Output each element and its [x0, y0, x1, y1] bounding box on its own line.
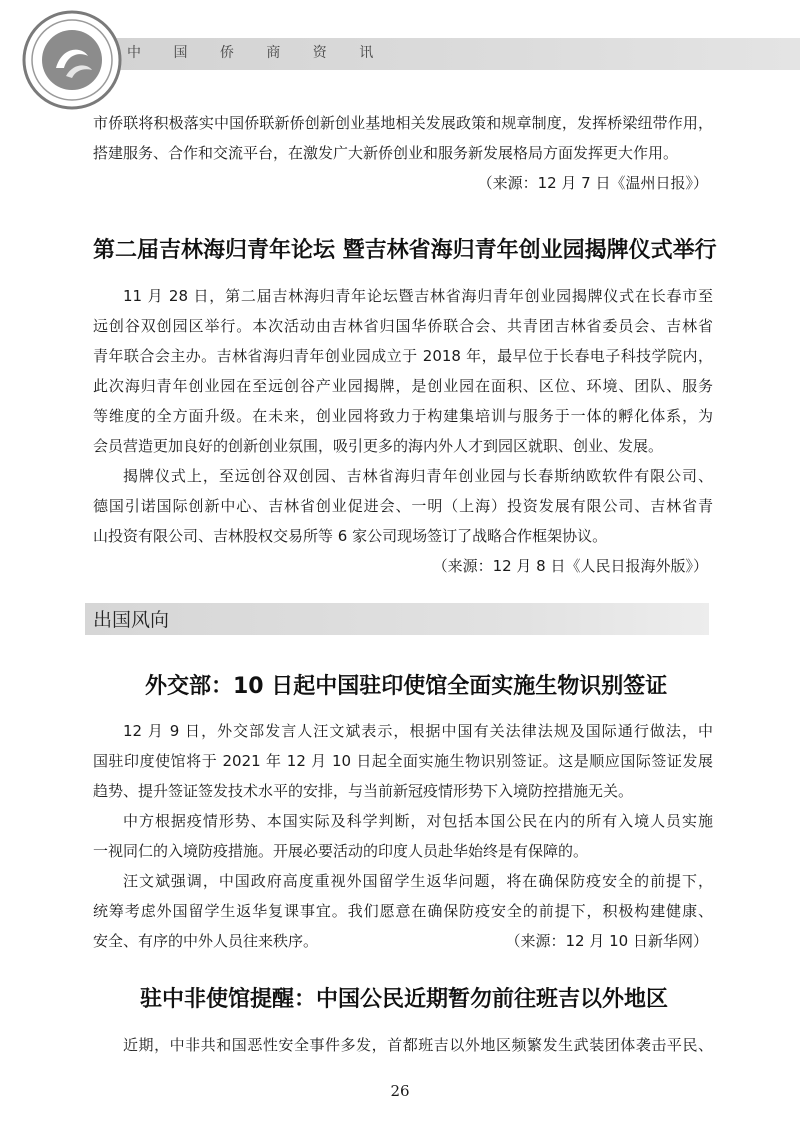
paragraph-line: 一视同仁的入境防疫措施。开展必要活动的印度人员赴华始终是有保障的。	[93, 842, 589, 860]
magazine-logo	[18, 6, 126, 114]
paragraph-line: 山投资有限公司、吉林股权交易所等 6 家公司现场签订了战略合作框架协议。	[93, 527, 608, 545]
header-title: 中 国 侨 商 资 讯	[127, 45, 388, 61]
paragraph-line: 搭建服务、合作和交流平台，在激发广大新侨创业和服务新发展格局方面发挥更大作用。	[93, 144, 679, 162]
paragraph-line: 安全、有序的中外人员往来秩序。	[93, 932, 319, 950]
paragraph-line: 德国引诺国际创新中心、吉林省创业促进会、一明（上海）投资发展有限公司、吉林省青	[93, 497, 713, 515]
paragraph-line: 趋势、提升签证签发技术水平的安排，与当前新冠疫情形势下入境防控措施无关。	[93, 782, 634, 800]
article-title: 驻中非使馆提醒：中国公民近期暂勿前往班吉以外地区	[140, 987, 669, 1012]
paragraph-line: 等维度的全方面升级。在未来，创业园将致力于构建集培训与服务于一体的孵化体系，为	[93, 407, 713, 425]
source-citation: （来源：12 月 10 日新华网）	[505, 932, 708, 950]
paragraph-line: 市侨联将积极落实中国侨联新侨创新创业基地相关发展政策和规章制度，发挥桥梁纽带作用，	[93, 114, 713, 132]
paragraph-line: 青年联合会主办。吉林省海归青年创业园成立于 2018 年，最早位于长春电子科技学院内，	[93, 347, 713, 365]
article-title: 第二届吉林海归青年论坛 暨吉林省海归青年创业园揭牌仪式举行	[93, 238, 717, 263]
paragraph-line: 汪文斌强调，中国政府高度重视外国留学生返华问题，将在确保防疫安全的前提下，	[123, 872, 713, 890]
paragraph-line: 中方根据疫情形势、本国实际及科学判断，对包括本国公民在内的所有入境人员实施	[123, 812, 713, 830]
paragraph-line: 此次海归青年创业园在至远创谷产业园揭牌，是创业园在面积、区位、环境、团队、服务	[93, 377, 713, 395]
page-number: 26	[390, 1082, 410, 1100]
paragraph-line: 统筹考虑外国留学生返华复课事宜。我们愿意在确保防疫安全的前提下，积极构建健康、	[93, 902, 713, 920]
paragraph-line: 国驻印度使馆将于 2021 年 12 月 10 日起全面实施生物识别签证。这是顺应国际签证发展	[93, 752, 713, 770]
source-citation: （来源：12 月 7 日《温州日报》）	[477, 174, 708, 192]
article-title: 外交部：10 日起中国驻印使馆全面实施生物识别签证	[145, 674, 668, 699]
paragraph-line: 会员营造更加良好的创新创业氛围，吸引更多的海内外人才到园区就职、创业、发展。	[93, 437, 664, 455]
section-band	[85, 603, 709, 635]
paragraph-line: 12 月 9 日，外交部发言人汪文斌表示，根据中国有关法律法规及国际通行做法，中	[123, 722, 713, 740]
source-citation: （来源：12 月 8 日《人民日报海外版》）	[432, 557, 708, 575]
section-title: 出国风向	[93, 609, 170, 631]
paragraph-line: 远创谷双创园区举行。本次活动由吉林省归国华侨联合会、共青团吉林省委员会、吉林省	[93, 317, 713, 335]
paragraph-line: 揭牌仪式上，至远创谷双创园、吉林省海归青年创业园与长春斯纳欧软件有限公司、	[123, 467, 713, 485]
paragraph-line: 近期，中非共和国恶性安全事件多发，首都班吉以外地区频繁发生武装团体袭击平民、	[123, 1036, 713, 1054]
paragraph-line: 11 月 28 日，第二届吉林海归青年论坛暨吉林省海归青年创业园揭牌仪式在长春市至	[123, 287, 713, 305]
